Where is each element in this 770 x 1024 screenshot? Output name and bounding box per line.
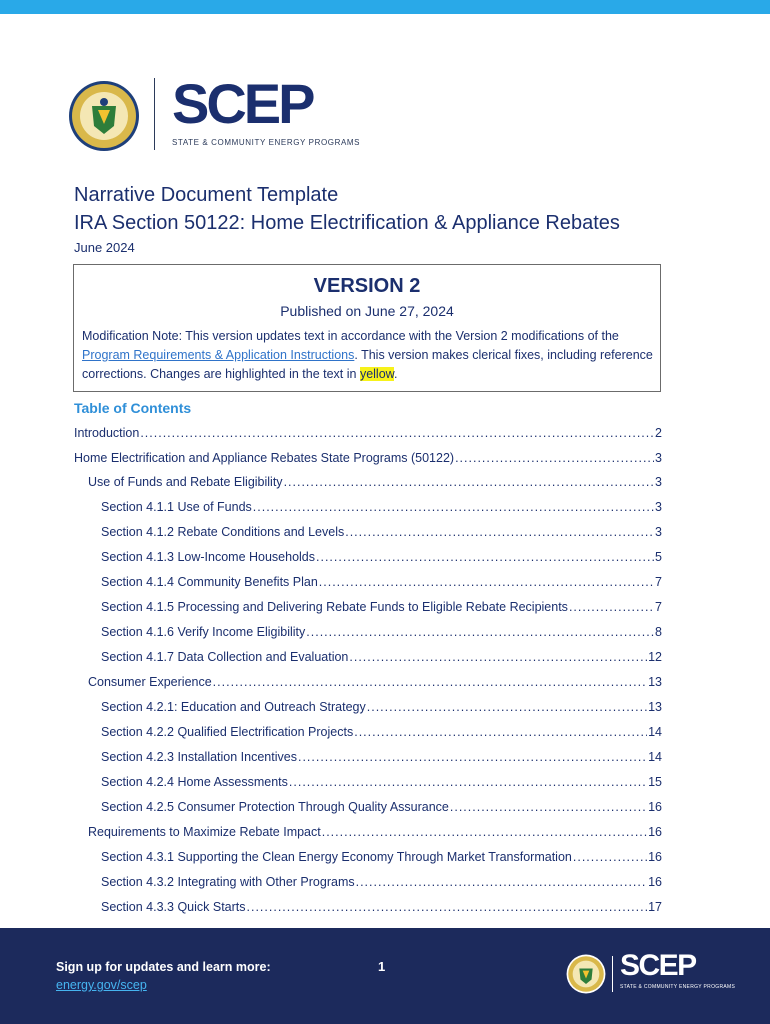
toc-entry[interactable]: Section 4.2.2 Qualified Electrification Projects ..... 14: [101, 719, 662, 739]
toc-entry[interactable]: Section 4.1.6 Verify Income Eligibility ..... 8: [101, 619, 662, 639]
toc-leader-dots: [247, 900, 648, 914]
toc-entry[interactable]: Section 4.2.4 Home Assessments ..... 15: [101, 769, 662, 789]
doe-seal-icon: [566, 954, 606, 994]
modification-note: [82, 327, 654, 384]
header-logo: [68, 72, 368, 156]
toc-entry[interactable]: Introduction ..... 2: [74, 420, 662, 440]
toc-leader-dots: [213, 675, 647, 689]
toc-leader-dots: [367, 700, 647, 714]
document-subtitle: IRA Section 50122: Home Electrification & Appliance Rebates: [74, 212, 620, 234]
toc-entry[interactable]: Section 4.2.3 Installation Incentives ..... 14: [101, 744, 662, 764]
toc-leader-dots: [345, 525, 654, 539]
toc-leader-dots: [349, 650, 647, 664]
doe-seal-icon: [68, 80, 140, 152]
program-requirements-link[interactable]: Program Requirements & Application Instructions: [82, 348, 355, 362]
toc-entry[interactable]: Consumer Experience ..... 13: [88, 669, 662, 689]
scep-logo-subtitle: STATE & COMMUNITY ENERGY PROGRAMS: [172, 138, 361, 147]
toc-entry[interactable]: Section 4.1.3 Low-Income Households ..... 5: [101, 544, 662, 564]
note-text-3: .: [394, 367, 398, 381]
toc-entry[interactable]: Requirements to Maximize Rebate Impact ..... 16: [88, 819, 662, 839]
footer-scep-link[interactable]: energy.gov/scep: [56, 978, 147, 992]
note-text-2: . This version makes clerical fixes, including reference corrections. Changes are highlighted in the text in: [82, 348, 653, 381]
version-title: VERSION 2: [313, 275, 421, 297]
toc-entry[interactable]: Section 4.1.5 Processing and Delivering Rebate Funds to Eligible Rebate Recipients ..... 7: [101, 594, 662, 614]
toc-leader-dots: [356, 875, 647, 889]
toc-leader-dots: [322, 825, 647, 839]
toc-entry[interactable]: Section 4.2.5 Consumer Protection Through Quality Assurance ..... 16: [101, 794, 662, 814]
version-box: [73, 264, 661, 392]
toc-leader-dots: [455, 451, 654, 465]
toc-entry[interactable]: Section 4.1.2 Rebate Conditions and Levels ..... 3: [101, 519, 662, 539]
toc-entry[interactable]: Section 4.3.3 Quick Starts ..... 17: [101, 894, 662, 914]
toc-entry[interactable]: Home Electrification and Appliance Rebates State Programs (50122) ..... 3: [74, 445, 662, 465]
toc-entry[interactable]: Section 4.1.1 Use of Funds ..... 3: [101, 494, 662, 514]
page-footer: [0, 928, 770, 1024]
toc-leader-dots: [306, 625, 654, 639]
toc-leader-dots: [450, 800, 647, 814]
footer-logo-divider: [612, 956, 613, 992]
footer-page-number: 1: [378, 959, 386, 974]
document-title: Narrative Document Template: [74, 184, 339, 206]
toc-entry[interactable]: Section 4.3.1 Supporting the Clean Energy Economy Through Market Transformation ..... 16: [101, 844, 662, 864]
scep-logo-text: SCEP: [172, 72, 313, 135]
footer-signup-text: Sign up for updates and learn more:: [56, 960, 271, 974]
toc-leader-dots: [319, 575, 654, 589]
toc-leader-dots: [354, 725, 647, 739]
toc-entry[interactable]: Section 4.2.1: Education and Outreach Strategy ..... 13: [101, 694, 662, 714]
toc-leader-dots: [284, 475, 654, 489]
toc-leader-dots: [316, 550, 654, 564]
toc-entry[interactable]: Section 4.1.7 Data Collection and Evaluation ..... 12: [101, 644, 662, 664]
toc-leader-dots: [298, 750, 647, 764]
toc-leader-dots: [573, 850, 647, 864]
toc-leader-dots: [289, 775, 647, 789]
toc-leader-dots: [569, 600, 654, 614]
top-accent-bar: [0, 0, 770, 14]
toc-entry[interactable]: Section 4.1.4 Community Benefits Plan ..... 7: [101, 569, 662, 589]
document-date: June 2024: [74, 240, 135, 255]
highlight-word: yellow: [359, 367, 394, 381]
footer-scep-logo-text: SCEP: [620, 949, 696, 982]
toc-leader-dots: [253, 500, 654, 514]
toc-heading: Table of Contents: [74, 400, 192, 416]
footer-scep-logo-subtitle: STATE & COMMUNITY ENERGY PROGRAMS: [620, 984, 736, 990]
logo-divider: [154, 78, 155, 150]
toc-entry[interactable]: Use of Funds and Rebate Eligibility ..... 3: [88, 469, 662, 489]
note-text-1: Modification Note: This version updates text in accordance with the Version 2 modifications of the: [82, 329, 619, 343]
toc-leader-dots: [140, 426, 654, 440]
toc-entry[interactable]: Section 4.3.2 Integrating with Other Programs ..... 16: [101, 869, 662, 889]
version-published-date: Published on June 27, 2024: [280, 303, 454, 319]
